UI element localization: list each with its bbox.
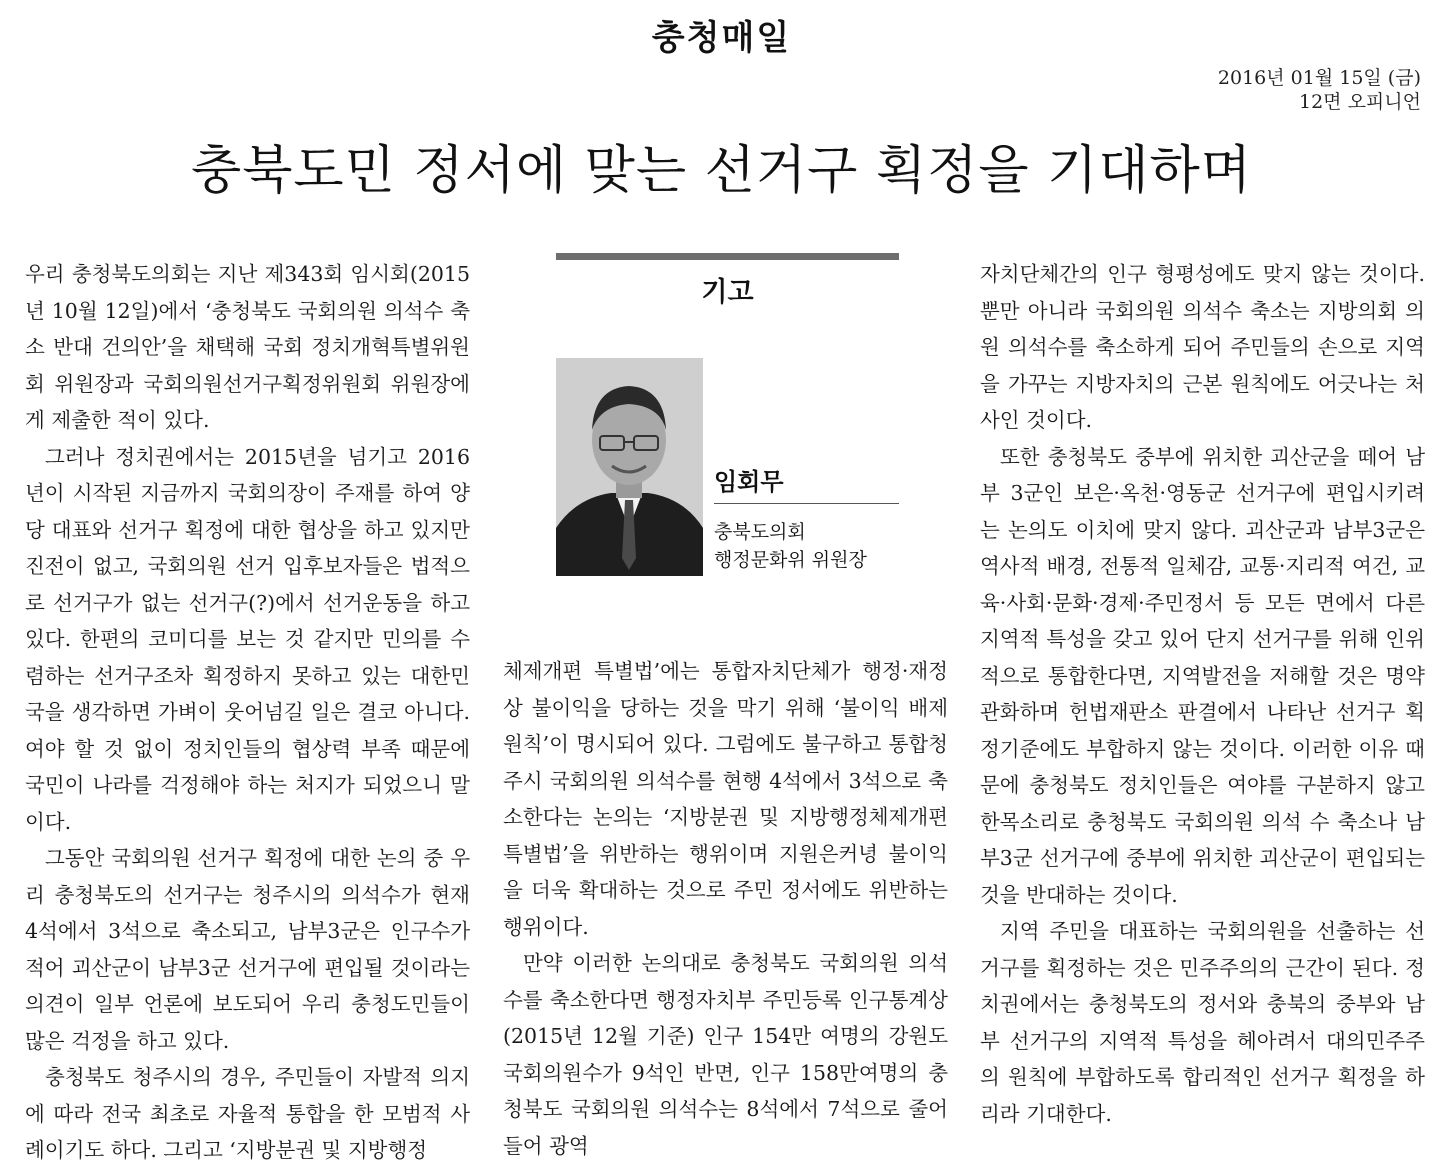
dateline [1218, 66, 1421, 114]
article-column-1 [25, 256, 470, 1169]
paragraph: 자치단체간의 인구 형평성에도 맞지 않는 것이다. 뿐만 아니라 국회의원 의석수 축소는 지방의회 의원 의석수를 축소하게 되어 주민들의 손으로 지역을 가꾸는 지방자치의 근본 원칙에도 어긋나는 처사인 것이다. [980, 262, 1425, 432]
author-portrait-image [556, 358, 703, 576]
paragraph: 만약 이러한 논의대로 충청북도 국회의원 의석수를 축소한다면 행정자치부 주민등록 인구통계상(2015년 12월 기준) 인구 154만 여명의 강원도 국회의원수가 9석인 반면, 인구 158만여명의 충청북도 국회의원 의석수는 8석에서 7석으로 줄어들어 광역 [503, 951, 948, 1158]
column-label: 기고 [701, 277, 754, 308]
paragraph: 우리 충청북도의회는 지난 제343회 임시회(2015년 10월 12일)에서 ‘충청북도 국회의원 의석수 축소 반대 건의안’을 채택해 국회 정치개혁특별위원회 위원장과 국회의원선거구획정위원회 위원장에게 제출한 적이 있다. [25, 262, 470, 432]
page-section: 12면 오피니언 [1299, 91, 1421, 113]
author-affiliation [714, 518, 867, 574]
paragraph: 체제개편 특별법’에는 통합자치단체가 행정·재정상 불이익을 당하는 것을 막기 위해 ‘불이익 배제원칙’이 명시되어 있다. 그럼에도 불구하고 통합청주시 국회의원 의석수를 현행 4석에서 3석으로 축소한다는 논의는 ‘지방분권 및 지방행정체제개편 특별법’을 위반하는 행위이며 지원은커녕 불이익을 더욱 확대하는 것으로 주민 정서에도 위반하는 행위이다. [503, 659, 948, 939]
article-column-2 [503, 653, 948, 1164]
author-photo [556, 358, 703, 576]
paragraph: 그러나 정치권에서는 2015년을 넘기고 2016년이 시작된 지금까지 국회의장이 주재를 하여 양당 대표와 선거구 획정에 대한 협상을 하고 있지만 진전이 없고, 국회의원 선거 입후보자들은 법적으로 선거구가 없는 선거구(?)에서 선거운동을 하고 있다. 한편의 코미디를 보는 것 같지만 민의를 수렴하는 선거구조차 획정하지 못하고 있는 대한민국을 생각하면 가벼이 웃어넘길 일은 결코 아니다. 여야 할 것 없이 정치인들의 협상력 부족 때문에 국민이 나라를 걱정해야 하는 처지가 되었으니 말이다. [25, 444, 470, 834]
paragraph: 그동안 국회의원 선거구 획정에 대한 논의 중 우리 충청북도의 선거구는 청주시의 의석수가 현재 4석에서 3석으로 축소되고, 남부3군은 인구수가 적어 괴산군이 남부3군 선거구에 편입될 것이라는 의견이 일부 언론에 보도되어 우리 충청도민들이 많은 걱정을 하고 있다. [25, 846, 470, 1053]
article-column-3 [980, 256, 1425, 1132]
author-divider [714, 503, 899, 504]
paragraph: 충청북도 청주시의 경우, 주민들이 자발적 의지에 따라 전국 최초로 자율적 통합을 한 모범적 사례이기도 하다. 그리고 ‘지방분권 및 지방행정 [25, 1065, 470, 1162]
newspaper-masthead: 충청매일 [651, 18, 792, 58]
paragraph: 또한 충청북도 중부에 위치한 괴산군을 떼어 남부 3군인 보은·옥천·영동군 선거구에 편입시키려는 논의도 이치에 맞지 않다. 괴산군과 남부3군은 역사적 배경, 전통적 일체감, 교통·지리적 여건, 교육·사회·문화·경제·주민정서 등 모든 면에서 다른 지역적 특성을 갖고 있어 단지 선거구를 위해 인위적으로 통합한다면, 지역발전을 저해할 것은 명약관화하며 헌법재판소 판결에서 나타난 선거구 획정기준에도 부합하지 않는 것이다. 이러한 이유 때문에 충청북도 정치인들은 여야를 구분하지 않고 한목소리로 충청북도 국회의원 의석 수 축소나 남부3군 선거구에 중부에 위치한 괴산군이 편입되는 것을 반대하는 것이다. [980, 444, 1425, 907]
paragraph: 지역 주민을 대표하는 국회의원을 선출하는 선거구를 획정하는 것은 민주주의의 근간이 된다. 정치권에서는 충청북도의 정서와 충북의 중부와 남부 선거구의 지역적 특성을 헤아려서 대의민주주의 원칙에 부합하도록 합리적인 선거구 획정을 하리라 기대한다. [980, 919, 1425, 1126]
column-label-bar [556, 253, 899, 260]
author-org-line1: 충북도의회 [714, 521, 806, 543]
author-org-line2: 행정문화위 위원장 [714, 549, 867, 571]
publication-date: 2016년 01월 15일 (금) [1217, 67, 1421, 89]
author-name: 임회무 [714, 468, 784, 496]
article-headline: 충북도민 정서에 맞는 선거구 획정을 기대하며 [190, 141, 1253, 201]
